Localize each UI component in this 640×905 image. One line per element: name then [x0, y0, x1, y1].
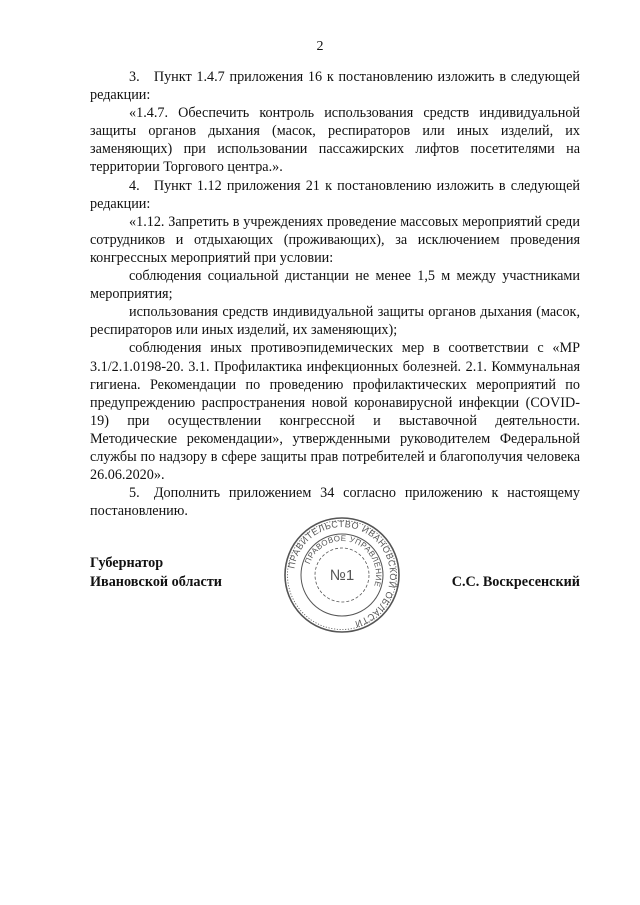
paragraph-quote-1-12: «1.12. Запретить в учреждениях проведение массовых мероприятий среди сотрудников и отдыхающих (проживающих), за исключением проведения конгрессных мероприятий при условии: [90, 213, 580, 266]
paragraph-item-4: 4. Пункт 1.12 приложения 21 к постановлению изложить в следующей редакции: [90, 177, 580, 212]
seal-graphic [283, 516, 401, 634]
paragraph-condition-ppe: использования средств индивидуальной защиты органов дыхания (масок, респираторов или иных изделий, их заменяющих); [90, 304, 580, 339]
paragraph-condition-distance: соблюдения социальной дистанции не менее 1,5 м между участниками мероприятия; [90, 268, 580, 303]
signer-title [90, 554, 222, 592]
paragraph-condition-measures: соблюдения иных противоэпидемических мер в соответствии с «МР 3.1/2.1.0198-20. 3.1. Профилактика инфекционных болезней. 2.1. Коммунальная гигиена. Рекомендации по проведению профилактических мероприятий по предупреждению распространения новой коронавирусной инфекции (COVID-19) при осуществлении конгрессной и выставочной деятельности. Методические рекомендации», утвержденными руководителем Федеральной службы по надзору в сфере защиты прав потребителей и благополучия человека 26.06.2020». [90, 340, 580, 484]
signer-name: С.С. Воскресенский [451, 574, 580, 590]
paragraph-item-5: 5. Дополнить приложением 34 согласно приложению к настоящему постановлению. [90, 485, 580, 520]
signature-block [90, 516, 580, 636]
page-number: 2 [316, 39, 324, 54]
seal-center-number: №1 [329, 567, 355, 584]
signer-title-line-2: Ивановской области [90, 574, 222, 590]
seal-inner-text: ПРАВОВОЕ УПРАВЛЕНИЕ [303, 533, 384, 589]
paragraph-quote-1-4-7: «1.4.7. Обеспечить контроль использования средств индивидуальной защиты органов дыхания (масок, респираторов или иных изделий, их заменяющих) при использовании пассажирских лифтов посетителями на территории Торгового центра.». [90, 105, 580, 176]
signer-title-line-1: Губернатор [90, 555, 164, 571]
document-body [90, 68, 580, 520]
official-seal-stamp [283, 516, 401, 634]
seal-outer-text: ПРАВИТЕЛЬСТВО ИВАНОВСКОЙ ОБЛАСТИ [286, 518, 399, 630]
paragraph-item-3: 3. Пункт 1.4.7 приложения 16 к постановлению изложить в следующей редакции: [90, 69, 580, 104]
